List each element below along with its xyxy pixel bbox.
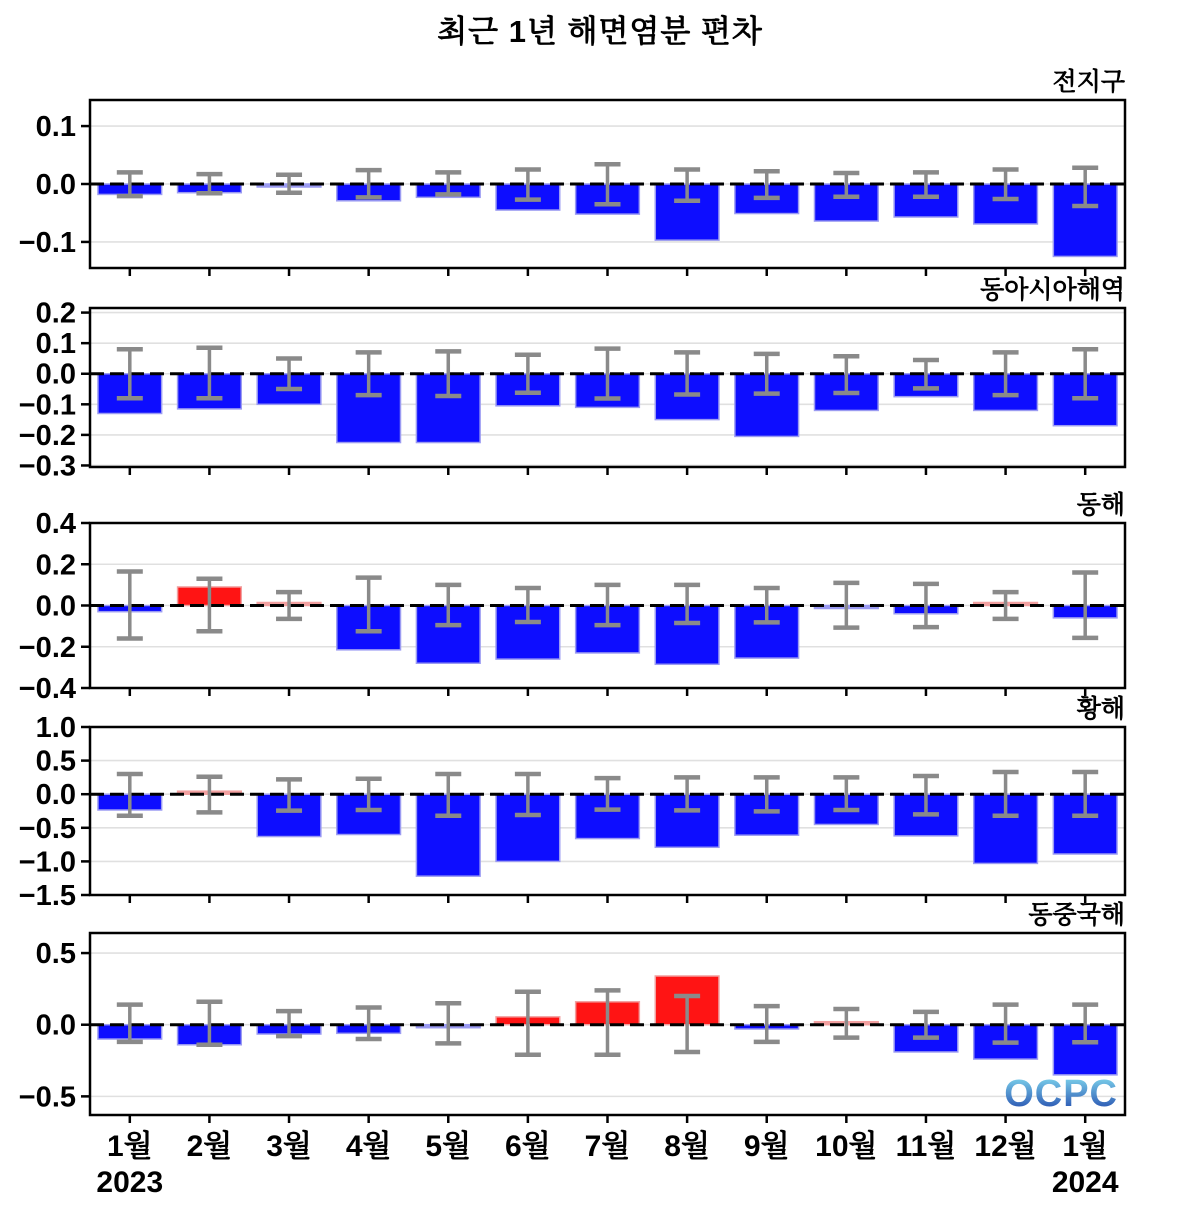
y-tick-label: 0.1 xyxy=(35,328,76,361)
y-tick-label: 0.0 xyxy=(35,590,76,623)
panel-title: 동아시아해역 xyxy=(980,276,1125,304)
panel-title: 동중국해 xyxy=(1028,901,1125,929)
x-tick-label: 6월 xyxy=(505,1130,551,1163)
y-tick-label: 0.4 xyxy=(35,508,76,540)
panel-동아시아해역 xyxy=(19,275,1125,482)
y-tick-label: −0.3 xyxy=(18,450,76,483)
x-tick-label: 12월 xyxy=(974,1130,1037,1163)
panel-동해 xyxy=(19,490,1125,705)
x-tick-label: 10월 xyxy=(815,1130,878,1163)
y-tick-label: 0.0 xyxy=(35,169,76,201)
x-tick-label: 11월 xyxy=(895,1130,957,1163)
y-tick-label: −0.1 xyxy=(18,389,76,422)
y-tick-label: 0.0 xyxy=(35,358,76,391)
panel-title: 동해 xyxy=(1076,491,1125,519)
x-axis xyxy=(96,1129,1118,1199)
y-tick-label: 0.2 xyxy=(35,549,76,582)
panel-황해 xyxy=(19,694,1125,912)
y-tick-label: −0.2 xyxy=(18,631,76,664)
x-tick-label: 3월 xyxy=(266,1130,312,1163)
ocpc-logo: OCPC xyxy=(1004,1073,1118,1115)
y-tick-label: −0.4 xyxy=(18,673,76,705)
y-tick-label: 0.2 xyxy=(35,297,76,330)
y-tick-label: −0.2 xyxy=(18,419,76,452)
panel-title: 황해 xyxy=(1076,695,1125,723)
y-tick-label: 0.0 xyxy=(35,1009,76,1042)
year-end-label: 2024 xyxy=(1051,1166,1119,1199)
y-tick-label: 0.5 xyxy=(35,938,76,971)
year-start-label: 2023 xyxy=(96,1166,164,1199)
y-tick-label: 0.1 xyxy=(35,111,76,144)
x-tick-label: 1월 xyxy=(106,1130,153,1163)
x-tick-label: 5월 xyxy=(425,1130,472,1163)
panel-title: 전지구 xyxy=(1052,68,1125,96)
x-tick-label: 7월 xyxy=(584,1130,631,1163)
x-tick-label: 9월 xyxy=(743,1130,790,1163)
y-tick-label: −1.5 xyxy=(18,880,76,912)
panel-동중국해 xyxy=(19,900,1125,1123)
x-tick-label: 4월 xyxy=(345,1130,392,1163)
y-tick-label: 0.5 xyxy=(35,745,76,778)
y-tick-label: −0.5 xyxy=(18,812,76,845)
x-tick-label: 2월 xyxy=(186,1130,233,1163)
x-tick-label: 8월 xyxy=(664,1130,710,1163)
x-tick-label: 1월 xyxy=(1062,1130,1109,1163)
y-tick-label: −0.1 xyxy=(18,226,76,259)
y-tick-label: 1.0 xyxy=(35,712,76,744)
y-tick-label: −0.5 xyxy=(18,1081,76,1114)
page-title: 최근 1년 해면염분 편차 xyxy=(437,14,763,49)
panel-전지구 xyxy=(19,67,1126,276)
y-tick-label: 0.0 xyxy=(35,779,76,812)
y-tick-label: −1.0 xyxy=(18,846,76,879)
